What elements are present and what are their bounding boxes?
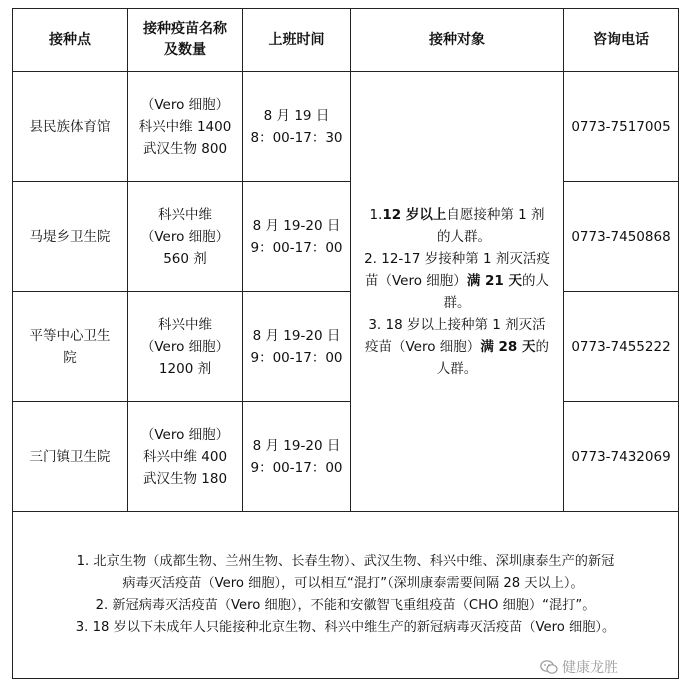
target-item-2-text: 苗（Vero 细胞） xyxy=(365,272,467,289)
header-vaccine-line2: 及数量 xyxy=(164,42,206,58)
site-line: 平等中心卫生 xyxy=(29,327,111,344)
notes-cell xyxy=(13,512,679,679)
note-1-cont: 病毒灭活疫苗（Vero 细胞），可以相互“混打”（深圳康泰需要间隔 28 天以上）。 xyxy=(122,576,584,591)
watermark-text: 健康龙胜 xyxy=(562,660,618,676)
vaccine-line: （Vero 细胞） xyxy=(140,338,230,355)
hours-time: 9：00-17：00 xyxy=(250,349,343,366)
target-item-2-line2 xyxy=(351,270,563,292)
target-item-2-line1: 2. 12-17 岁接种第 1 剂灭活疫 xyxy=(364,250,550,267)
header-phone: 咨询电话 xyxy=(564,9,679,72)
header-vaccine xyxy=(128,9,243,72)
target-item-1-prefix: 1. xyxy=(369,206,383,223)
note-3: 3. 18 岁以下未成年人只能接种北京生物、科兴中维生产的新冠病毒灭活疫苗（Vero 细胞）。 xyxy=(75,620,616,635)
hours-date: 8 月 19 日 xyxy=(263,107,330,124)
vaccine-cell xyxy=(128,402,243,512)
header-vaccine-line1: 接种疫苗名称 xyxy=(143,21,227,37)
table-header-row xyxy=(13,9,679,72)
table-row xyxy=(13,292,679,402)
hours-cell xyxy=(243,292,351,402)
target-item-3-text: 疫苗（Vero 细胞） xyxy=(365,338,481,355)
vaccine-line: 科兴中维 1400 xyxy=(138,118,232,135)
vaccine-line: 1200 剂 xyxy=(158,360,212,377)
vaccine-line: 武汉生物 180 xyxy=(142,470,228,487)
vaccine-cell xyxy=(128,72,243,182)
site-line: 院 xyxy=(63,349,77,366)
hours-time: 8：00-17：30 xyxy=(250,129,343,146)
header-target: 接种对象 xyxy=(351,9,564,72)
table-row xyxy=(13,182,679,292)
vaccine-line: 科兴中维 400 xyxy=(142,448,228,465)
target-item-3-line2 xyxy=(351,336,563,358)
target-item-3-bold: 满 28 天 xyxy=(480,338,536,355)
phone-cell: 0773-7517005 xyxy=(564,72,679,182)
hours-cell xyxy=(243,72,351,182)
vaccine-cell xyxy=(128,292,243,402)
site-cell: 三门镇卫生院 xyxy=(13,402,128,512)
vaccine-line: （Vero 细胞） xyxy=(140,96,230,113)
target-item-3-tail: 的 xyxy=(535,338,549,355)
notes-row xyxy=(13,512,679,679)
wechat-logo-icon xyxy=(540,659,558,675)
target-item-1-rest: 自愿接种第 1 剂 xyxy=(446,206,545,223)
target-item-2-bold: 满 21 天 xyxy=(466,272,522,289)
hours-date: 8 月 19-20 日 xyxy=(252,327,341,344)
hours-cell xyxy=(243,402,351,512)
note-1: 1. 北京生物（成都生物、兰州生物、长春生物）、武汉生物、科兴中维、深圳康泰生产的新冠 xyxy=(76,554,615,569)
phone-cell: 0773-7450868 xyxy=(564,182,679,292)
target-item-2-tail: 的人 xyxy=(522,272,549,289)
table-row xyxy=(13,72,679,182)
header-site: 接种点 xyxy=(13,9,128,72)
hours-time: 9：00-17：00 xyxy=(250,239,343,256)
target-item-1-bold: 12 岁以上 xyxy=(382,206,447,223)
watermark xyxy=(540,657,618,677)
target-item-1-cont: 的人群。 xyxy=(437,228,491,245)
vaccine-line: 武汉生物 800 xyxy=(142,140,228,157)
target-item-1 xyxy=(351,204,563,226)
vaccine-line: （Vero 细胞） xyxy=(140,426,230,443)
vaccine-cell xyxy=(128,182,243,292)
target-item-3-line1: 3. 18 岁以上接种第 1 剂灭活 xyxy=(368,316,546,333)
site-cell: 县民族体育馆 xyxy=(13,72,128,182)
phone-cell: 0773-7432069 xyxy=(564,402,679,512)
vaccination-table xyxy=(12,8,679,679)
table-row xyxy=(13,402,679,512)
vaccine-line: （Vero 细胞） xyxy=(140,228,230,245)
target-item-2-line3: 群。 xyxy=(443,294,471,311)
site-cell xyxy=(13,292,128,402)
phone-cell: 0773-7455222 xyxy=(564,292,679,402)
target-item-3-line3: 人群。 xyxy=(436,360,478,377)
vaccine-line: 科兴中维 xyxy=(158,206,212,223)
note-2: 2. 新冠病毒灭活疫苗（Vero 细胞），不能和安徽智飞重组疫苗（CHO 细胞）“混打”。 xyxy=(95,598,596,613)
hours-time: 9：00-17：00 xyxy=(250,459,343,476)
header-hours: 上班时间 xyxy=(243,9,351,72)
hours-date: 8 月 19-20 日 xyxy=(252,437,341,454)
vaccine-line: 科兴中维 xyxy=(158,316,212,333)
hours-date: 8 月 19-20 日 xyxy=(252,217,341,234)
target-cell xyxy=(351,72,564,512)
site-cell: 马堤乡卫生院 xyxy=(13,182,128,292)
vaccine-line: 560 剂 xyxy=(163,250,207,267)
hours-cell xyxy=(243,182,351,292)
